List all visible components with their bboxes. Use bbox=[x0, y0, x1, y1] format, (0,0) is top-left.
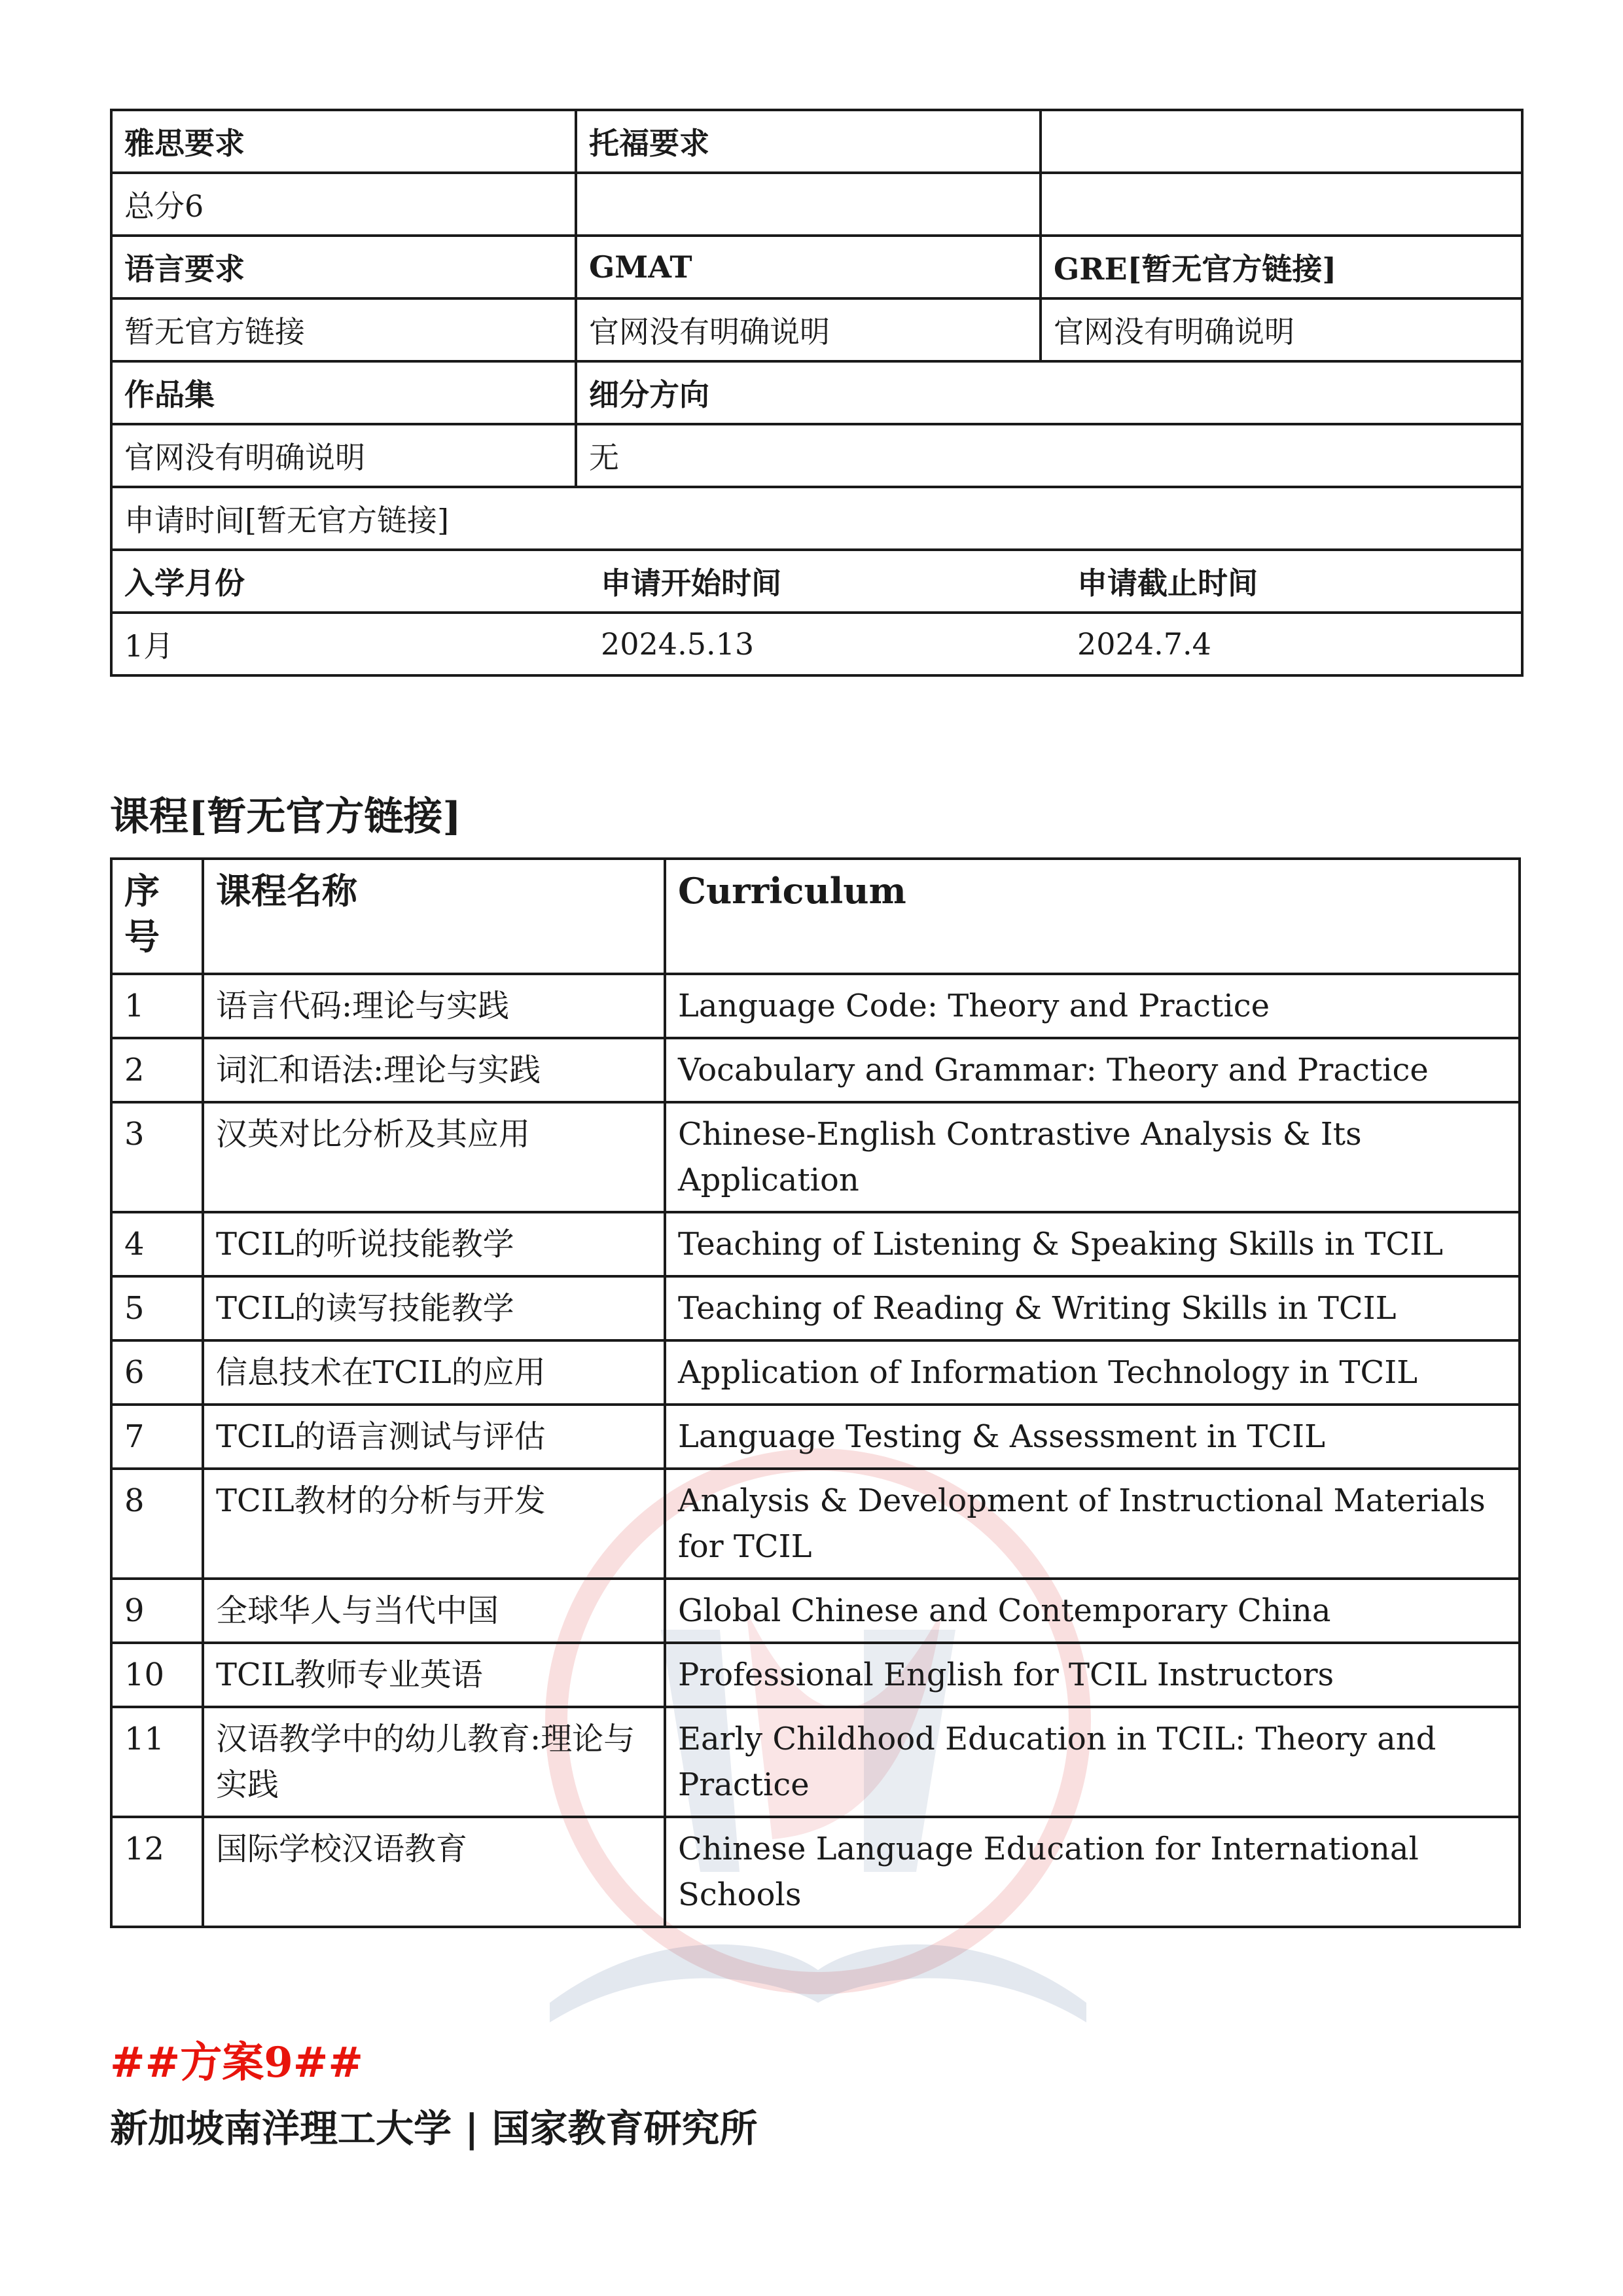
table-row bbox=[113, 613, 1521, 674]
application-deadline-header: 申请截止时间 bbox=[1065, 551, 1521, 613]
course-name-en: Teaching of Listening & Speaking Skills in TCIL bbox=[665, 1212, 1520, 1276]
course-index: 11 bbox=[111, 1707, 203, 1817]
column-header-course-name: 课程名称 bbox=[203, 859, 665, 974]
requirements-table bbox=[110, 109, 1524, 677]
table-row bbox=[111, 1817, 1520, 1927]
intake-month-header: 入学月份 bbox=[113, 551, 589, 613]
portfolio-header: 作品集 bbox=[111, 361, 576, 424]
table-row bbox=[111, 236, 1522, 298]
language-header: 语言要求 bbox=[111, 236, 576, 298]
table-row bbox=[111, 1276, 1520, 1340]
table-row bbox=[111, 1212, 1520, 1276]
course-name-en: Chinese-English Contrastive Analysis & Its Application bbox=[665, 1102, 1520, 1212]
table-row bbox=[111, 424, 1522, 487]
course-index: 8 bbox=[111, 1469, 203, 1579]
table-row bbox=[111, 110, 1522, 173]
course-name-en: Analysis & Development of Instructional Materials for TCIL bbox=[665, 1469, 1520, 1579]
course-index: 9 bbox=[111, 1579, 203, 1643]
course-index: 2 bbox=[111, 1038, 203, 1102]
table-row bbox=[111, 1643, 1520, 1707]
table-row bbox=[111, 298, 1522, 361]
course-index: 10 bbox=[111, 1643, 203, 1707]
course-name-cn: 词汇和语法:理论与实践 bbox=[203, 1038, 665, 1102]
course-name-cn: 信息技术在TCIL的应用 bbox=[203, 1340, 665, 1405]
course-index: 1 bbox=[111, 974, 203, 1038]
course-name-cn: TCIL的听说技能教学 bbox=[203, 1212, 665, 1276]
empty-value bbox=[1041, 173, 1522, 236]
table-row bbox=[111, 1707, 1520, 1817]
course-name-cn: 全球华人与当代中国 bbox=[203, 1579, 665, 1643]
ielts-header: 雅思要求 bbox=[111, 110, 576, 173]
gre-value: 官网没有明确说明 bbox=[1041, 298, 1522, 361]
table-row bbox=[111, 361, 1522, 424]
empty-header bbox=[1041, 110, 1522, 173]
course-index: 3 bbox=[111, 1102, 203, 1212]
course-name-en: Language Testing & Assessment in TCIL bbox=[665, 1405, 1520, 1469]
table-row bbox=[111, 1340, 1520, 1405]
table-row bbox=[113, 551, 1521, 613]
portfolio-value: 官网没有明确说明 bbox=[111, 424, 576, 487]
table-row bbox=[111, 487, 1522, 550]
intake-row bbox=[111, 550, 1522, 675]
course-index: 12 bbox=[111, 1817, 203, 1927]
table-row bbox=[111, 1038, 1520, 1102]
course-name-cn: TCIL教材的分析与开发 bbox=[203, 1469, 665, 1579]
course-name-cn: 汉英对比分析及其应用 bbox=[203, 1102, 665, 1212]
application-start-header: 申请开始时间 bbox=[589, 551, 1065, 613]
course-index: 4 bbox=[111, 1212, 203, 1276]
course-index: 7 bbox=[111, 1405, 203, 1469]
course-name-en: Vocabulary and Grammar: Theory and Practice bbox=[665, 1038, 1520, 1102]
intake-month-value: 1月 bbox=[124, 628, 174, 664]
course-name-en: Language Code: Theory and Practice bbox=[665, 974, 1520, 1038]
course-table bbox=[110, 857, 1521, 1928]
gmat-header: GMAT bbox=[576, 236, 1041, 298]
table-header-row bbox=[111, 859, 1520, 974]
application-deadline-value: 2024.7.4 bbox=[1077, 626, 1211, 662]
course-name-cn: 国际学校汉语教育 bbox=[203, 1817, 665, 1927]
course-name-cn: TCIL的读写技能教学 bbox=[203, 1276, 665, 1340]
course-name-cn: 语言代码:理论与实践 bbox=[203, 974, 665, 1038]
plan-school: 新加坡南洋理工大学 | 国家教育研究所 bbox=[110, 2106, 758, 2151]
column-header-index: 序号 bbox=[111, 859, 203, 974]
course-name-en: Teaching of Reading & Writing Skills in TCIL bbox=[665, 1276, 1520, 1340]
course-name-cn: TCIL教师专业英语 bbox=[203, 1643, 665, 1707]
table-row bbox=[111, 1102, 1520, 1212]
toefl-value bbox=[576, 173, 1041, 236]
course-index: 5 bbox=[111, 1276, 203, 1340]
course-name-cn: 汉语教学中的幼儿教育:理论与实践 bbox=[203, 1707, 665, 1817]
language-value: 暂无官方链接 bbox=[111, 298, 576, 361]
ielts-value: 总分6 bbox=[111, 173, 576, 236]
toefl-header: 托福要求 bbox=[576, 110, 1041, 173]
course-name-en: Professional English for TCIL Instructors bbox=[665, 1643, 1520, 1707]
specialization-header: 细分方向 bbox=[576, 361, 1522, 424]
course-index: 6 bbox=[111, 1340, 203, 1405]
table-row bbox=[111, 1405, 1520, 1469]
course-name-cn: TCIL的语言测试与评估 bbox=[203, 1405, 665, 1469]
intake-table bbox=[113, 551, 1521, 674]
table-row bbox=[111, 1469, 1520, 1579]
application-time-label: 申请时间[暂无官方链接] bbox=[111, 487, 1522, 550]
course-name-en: Application of Information Technology in TCIL bbox=[665, 1340, 1520, 1405]
application-start-value: 2024.5.13 bbox=[601, 626, 755, 662]
table-row bbox=[111, 974, 1520, 1038]
gmat-value: 官网没有明确说明 bbox=[576, 298, 1041, 361]
gre-header: GRE[暂无官方链接] bbox=[1041, 236, 1522, 298]
courses-heading: 课程[暂无官方链接] bbox=[110, 794, 461, 840]
course-name-en: Global Chinese and Contemporary China bbox=[665, 1579, 1520, 1643]
column-header-curriculum: Curriculum bbox=[665, 859, 1520, 974]
table-row bbox=[111, 1579, 1520, 1643]
specialization-value: 无 bbox=[576, 424, 1522, 487]
table-row bbox=[111, 173, 1522, 236]
course-name-en: Chinese Language Education for International Schools bbox=[665, 1817, 1520, 1927]
course-name-en: Early Childhood Education in TCIL: Theory and Practice bbox=[665, 1707, 1520, 1817]
plan-label: ##方案9## bbox=[110, 2038, 364, 2087]
